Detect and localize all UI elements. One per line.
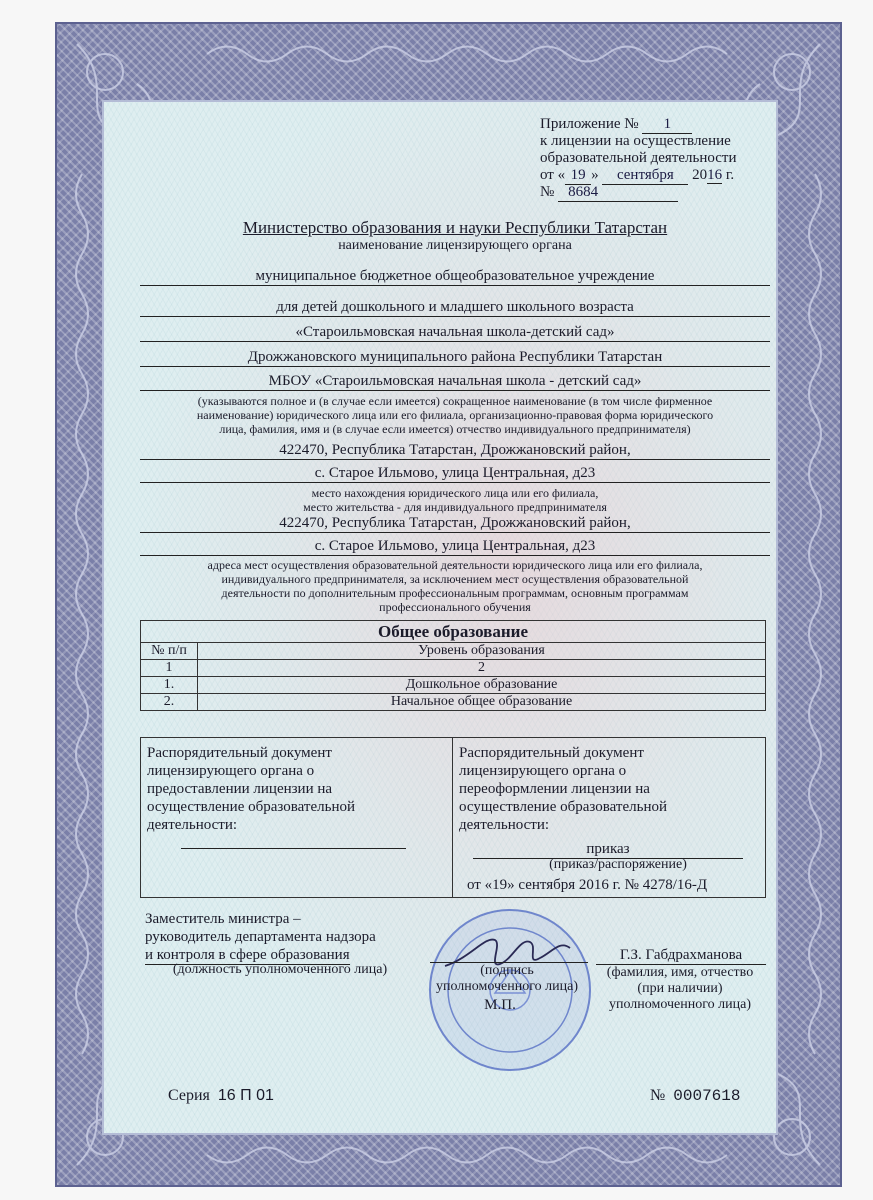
col-number-header: № п/п [141, 643, 198, 660]
decision-left-blank-line [181, 848, 406, 849]
org-line3: «Староильмовская начальная школа-детский сад» [140, 323, 770, 342]
org-line4: Дрожжановского муниципального района Республики Татарстан [140, 348, 770, 367]
decision-right-text [453, 738, 765, 834]
blank-number [650, 1087, 740, 1105]
table-index-row [141, 660, 766, 677]
row-level: Дошкольное образование [198, 677, 766, 694]
decision-left-line4: осуществление образовательной [147, 799, 355, 815]
location-line2: с. Старое Ильмово, улица Центральная, д23 [140, 464, 770, 483]
position-caption: (должность уполномоченного лица) [172, 962, 388, 977]
decision-left-box [140, 737, 453, 898]
decision-right-line5: деятельности: [459, 817, 550, 833]
license-number: 8684 [558, 183, 678, 202]
date-prefix: от « [540, 167, 566, 183]
license-no-label: № [540, 184, 555, 200]
annex-label: Приложение № [540, 116, 639, 132]
decision-right-line4: осуществление образовательной [459, 799, 667, 815]
authority-name: Министерство образования и науки Республики Татарстан [242, 218, 668, 237]
sign-caption-2: уполномоченного лица) [436, 979, 578, 994]
position-line2: руководитель департамента надзора [145, 929, 376, 945]
row-level: Начальное общее образование [198, 694, 766, 711]
decision-left-text [141, 738, 452, 834]
year-prefix: 20 [692, 167, 708, 183]
location-caption-2: место жительства - для индивидуального предпринимателя [303, 500, 607, 514]
annex-line2: к лицензии на осуществление [540, 133, 731, 149]
date-suffix: г. [725, 167, 735, 183]
decision-left-line5: деятельности: [147, 817, 238, 833]
decision-right-box [452, 737, 766, 898]
position-line1: Заместитель министра – [145, 911, 301, 927]
date-mid: » [591, 167, 599, 183]
location-line1: 422470, Республика Татарстан, Дрожжановский район, [140, 441, 770, 460]
index-cell-2: 2 [198, 660, 766, 677]
name-caption-3: уполномоченного лица) [609, 997, 751, 1012]
annex-day: 19 [565, 166, 591, 185]
decision-right-line3: переоформлении лицензии на [459, 781, 650, 797]
education-table [140, 620, 766, 711]
activity-caption-3: деятельности по дополнительным профессиональным программам, основным программам [221, 586, 689, 600]
activity-line2: с. Старое Ильмово, улица Центральная, д23 [140, 537, 770, 556]
decision-date-line: от «19» сентября 2016 г. № 4278/16-Д [467, 877, 708, 893]
signatory-position [145, 910, 415, 965]
annex-month: сентября [602, 166, 688, 185]
activity-caption-4: профессионального обучения [379, 600, 531, 614]
org-line1: муниципальное бюджетное общеобразовательное учреждение [140, 267, 770, 286]
index-cell-1: 1 [141, 660, 198, 677]
decision-left-line3: предоставлении лицензии на [147, 781, 333, 797]
education-title: Общее образование [140, 620, 766, 642]
position-line3: и контроля в сфере образования [145, 947, 350, 963]
annex-year: 16 [707, 167, 723, 183]
mp-label: М.П. [484, 997, 516, 1013]
org-caption-1: (указываются полное и (в случае если имеется) сокращенное наименование (в том числе фирменное [197, 394, 713, 408]
signature-caption [412, 963, 602, 995]
table-row [141, 677, 766, 694]
activity-caption [140, 558, 770, 614]
decision-left-line1: Распорядительный документ [147, 745, 332, 761]
row-number: 2. [141, 694, 198, 711]
col-level-header: Уровень образования [198, 643, 766, 660]
decision-right-line2: лицензирующего органа о [459, 763, 627, 779]
series-label: Серия [168, 1087, 210, 1104]
name-caption-1: (фамилия, имя, отчество [606, 965, 754, 980]
org-caption [140, 394, 770, 436]
location-caption-1: место нахождения юридического лица или его филиала, [311, 486, 599, 500]
activity-caption-1: адреса мест осуществления образовательной деятельности юридического лица или его филиала, [207, 558, 703, 572]
number-value: 0007618 [673, 1087, 741, 1105]
series-value: 16 П 01 [217, 1087, 274, 1104]
decision-doc-caption: (приказ/распоряжение) [549, 857, 687, 872]
location-caption [140, 486, 770, 514]
activity-caption-2: индивидуального предпринимателя, за исключением мест осуществления образовательной [221, 572, 689, 586]
decision-right-line1: Распорядительный документ [459, 745, 644, 761]
sign-caption-1: (подпись [480, 963, 534, 978]
number-label: № [650, 1087, 666, 1104]
row-number: 1. [141, 677, 198, 694]
decision-left-line2: лицензирующего органа о [147, 763, 315, 779]
annex-block [540, 115, 770, 200]
authority-caption: наименование лицензирующего органа [338, 238, 572, 253]
decision-doc-type: приказ [473, 840, 743, 859]
org-caption-2: наименование) юридического лица или его филиала, организационно-правовая форма юридического [196, 408, 714, 422]
signatory-name: Г.З. Габдрахманова [596, 946, 766, 965]
blank-series [168, 1087, 274, 1105]
table-row [141, 694, 766, 711]
name-caption [590, 965, 770, 1013]
name-caption-2: (при наличии) [637, 981, 723, 996]
table-header-row [141, 643, 766, 660]
annex-number: 1 [642, 115, 692, 134]
org-caption-3: лица, фамилия, имя и (в случае если имеется) отчество индивидуального предпринимателя) [219, 422, 691, 436]
annex-line3: образовательной деятельности [540, 150, 737, 166]
org-line2: для детей дошкольного и младшего школьного возраста [140, 298, 770, 317]
org-short-name: МБОУ «Староильмовская начальная школа - детский сад» [140, 372, 770, 391]
activity-line1: 422470, Республика Татарстан, Дрожжановский район, [140, 514, 770, 533]
